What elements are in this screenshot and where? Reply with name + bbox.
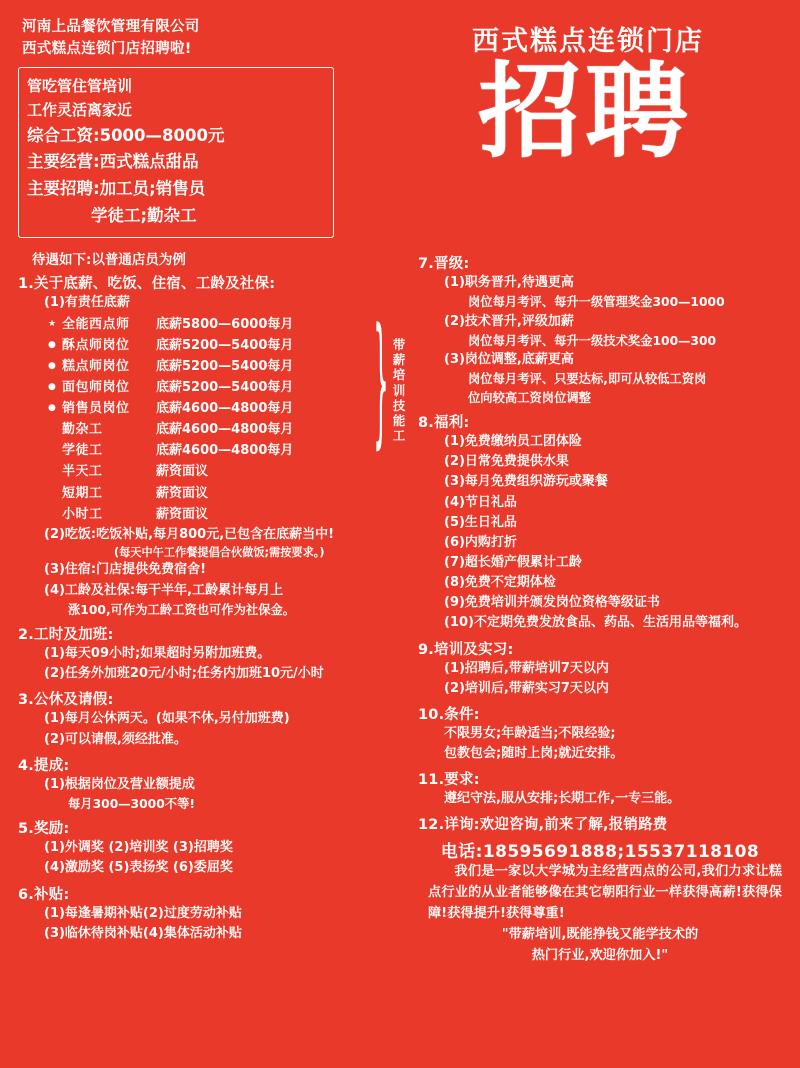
section-4-item-1: 每月300—3000不等!	[68, 796, 195, 811]
brace-label: 带薪培训技能工	[392, 336, 406, 444]
section-7-item-2-detail-1: 位向较高工资岗位调整	[468, 390, 591, 405]
section-8-item-9: (10)不定期免费发放食品、药品、生活用品等福利。	[444, 615, 747, 631]
job-title: 销售员岗位	[62, 401, 130, 417]
job-pay: 薪资面议	[156, 464, 209, 480]
section-8-item-2: (3)每月免费组织游玩或聚餐	[444, 474, 608, 490]
job-pay: 底薪4600—4800每月	[156, 401, 294, 417]
section-7-item-1: (2)技术晋升,评级加薪	[444, 313, 574, 329]
job-pay: 底薪5200—5400每月	[156, 359, 294, 375]
dot-icon: ●	[48, 361, 56, 372]
section-7-title: 7.晋级:	[418, 256, 470, 272]
star-icon: ★	[48, 319, 57, 330]
slogan-line-2: 热门行业,欢迎你加入!"	[531, 947, 669, 963]
section-11-title: 11.要求:	[418, 772, 480, 789]
company-name-line1: 河南上品餐饮管理有限公司	[22, 19, 200, 35]
section-8-item-3: (4)节日礼品	[444, 494, 517, 510]
section-6-title: 6.补贴:	[18, 886, 70, 903]
section-4-item-0: (1)根据岗位及营业额提成	[44, 776, 195, 792]
dot-icon: ●	[48, 340, 56, 351]
section-8-item-8: (9)免费培训并颁发岗位资格等级证书	[444, 595, 660, 611]
section-1-title: 1.关于底薪、吃饭、住宿、工龄及社保:	[18, 276, 276, 292]
section-9-item-0: (1)招聘后,带薪培训7天以内	[444, 660, 609, 676]
section-8-item-5: (6)内购打折	[444, 534, 517, 550]
section-10-item-0: 不限男女;年龄适当;不限经验;	[444, 725, 616, 741]
section-1-item-2: (2)吃饭:吃饭补贴,每月800元,已包含在底薪当中!	[44, 526, 335, 542]
job-title: 酥点师岗位	[62, 338, 130, 354]
job-row	[48, 419, 410, 440]
section-7-item-0: (1)职务晋升,待遇更高	[444, 275, 574, 290]
job-list	[18, 306, 410, 524]
section-8-item-6: (7)超长婚产假累计工龄	[444, 555, 582, 571]
job-pay: 底薪5800—6000每月	[156, 317, 294, 333]
section-8-item-4: (5)生日礼品	[444, 514, 517, 530]
poster-subtitle: 西式糕点连锁门店	[472, 26, 704, 57]
section-8-item-7: (8)免费不定期体检	[444, 575, 556, 591]
section-11-item-0: 遵纪守法,服从安排;长期工作,一专三能。	[444, 791, 681, 807]
curly-brace-icon: }	[373, 306, 389, 467]
section-3-item-1: (2)可以请假,须经批准。	[44, 731, 187, 747]
section-7-item-0-detail-0: 岗位每月考评、每升一级管理奖金300—1000	[468, 295, 725, 310]
job-title: 短期工	[62, 485, 103, 501]
job-title: 糕点师岗位	[62, 359, 130, 375]
section-5-item-1: (4)激励奖 (5)表扬奖 (6)委屈奖	[44, 860, 233, 876]
section-5-item-0: (1)外调奖 (2)培训奖 (3)招聘奖	[44, 840, 233, 856]
section-3-title: 3.公休及请假:	[18, 692, 114, 709]
job-pay: 底薪4600—4800每月	[156, 443, 294, 459]
section-3-item-0: (1)每月公休两天。(如果不休,另付加班费)	[44, 711, 290, 727]
section-2-title: 2.工时及加班:	[18, 627, 114, 644]
job-row	[48, 440, 410, 461]
section-10-item-1: 包教包会;随时上岗;就近安排。	[444, 746, 624, 761]
header-left-block	[18, 16, 388, 238]
highlight-item-4: 主要招聘:加工员;销售员	[27, 178, 206, 198]
dot-icon: ●	[48, 382, 56, 393]
company-name-line2: 西式糕点连锁门店招聘啦!	[22, 41, 192, 58]
lead-text: 待遇如下:以普通店员为例	[32, 252, 186, 268]
highlight-item-5: 学徒工;勤杂工	[91, 205, 197, 225]
job-title: 学徒工	[62, 443, 103, 459]
poster-header	[18, 16, 782, 246]
highlight-item-0: 管吃管住管培训	[27, 76, 133, 95]
section-12-title: 12.详询:欢迎咨询,前来了解,报销路费	[418, 817, 668, 834]
job-row	[48, 483, 410, 504]
poster-title: 招聘	[478, 52, 692, 173]
job-row	[48, 461, 410, 482]
section-6-item-1: (3)临休待岗补贴(4)集体活动补贴	[44, 925, 242, 941]
job-title: 全能西点师	[62, 317, 130, 333]
poster-body	[18, 248, 782, 967]
job-row	[48, 398, 410, 419]
section-2-item-1: (2)任务外加班20元/小时;任务内加班10元/小时	[44, 666, 324, 682]
job-title: 勤杂工	[62, 422, 103, 438]
section-9-item-1: (2)培训后,带薪实习7天以内	[444, 680, 609, 696]
section-8-title: 8.福利:	[418, 415, 470, 432]
section-7-item-2: (3)岗位调整,底薪更高	[444, 352, 574, 368]
highlight-item-2: 综合工资:5000—8000元	[27, 125, 225, 145]
section-8-item-0: (1)免费缴纳员工团体险	[444, 434, 582, 450]
left-column	[18, 248, 410, 967]
section-7-item-1-detail-0: 岗位每月考评、每升一级技术奖金100—300	[468, 333, 717, 348]
highlight-item-3: 主要经营:西式糕点甜品	[27, 152, 199, 172]
slogan-line-1: "带薪培训,既能挣钱又能学技术的	[501, 926, 699, 942]
highlight-item-1: 工作灵活离家近	[27, 101, 133, 120]
job-title: 小时工	[62, 506, 103, 522]
job-row	[48, 356, 410, 377]
section-1-item-1: (1)有责任底薪	[44, 295, 130, 310]
job-title: 半天工	[62, 464, 103, 480]
job-pay: 薪资面议	[156, 485, 209, 501]
section-9-title: 9.培训及实习:	[418, 641, 514, 658]
section-1-item-2-note: (每天中午工作餐提倡合伙做饭;需按要求。)	[114, 545, 325, 559]
section-1-item-4: (4)工龄及社保:每干半年,工龄累计每月上	[44, 582, 284, 598]
dot-icon: ●	[48, 403, 56, 414]
section-2-item-0: (1)每天09小时;如果超时另附加班费。	[44, 646, 271, 662]
section-1-item-4-cont: 涨100,可作为工龄工资也可作为社保金。	[68, 602, 296, 617]
section-8-item-1: (2)日常免费提供水果	[444, 454, 569, 470]
job-row	[48, 314, 410, 335]
section-7-item-2-detail-0: 岗位每月考评、只要达标,即可从较低工资岗	[468, 372, 707, 387]
section-6-item-0: (1)每逢暑期补贴(2)过度劳动补贴	[44, 905, 242, 921]
about-paragraph: 我们是一家以大学城为主经营西点的公司,我们力求让糕点行业的从业者能够像在其它朝阳行业一样获得高薪!获得保障!获得提升!获得尊重!	[428, 864, 782, 921]
job-pay: 底薪5200—5400每月	[156, 338, 294, 354]
contact-phone[interactable]: 电话:18595691888;15537118108	[440, 842, 760, 863]
job-pay: 薪资面议	[156, 506, 209, 522]
section-10-title: 10.条件:	[418, 706, 480, 723]
job-title: 面包师岗位	[62, 380, 130, 396]
job-row	[48, 504, 410, 525]
header-right-block	[388, 16, 782, 173]
section-1-item-3: (3)住宿:门店提供免费宿舍!	[44, 562, 207, 578]
section-5-title: 5.奖励:	[18, 821, 70, 838]
job-pay: 底薪5200—5400每月	[156, 380, 294, 396]
job-pay: 底薪4600—4800每月	[156, 422, 294, 438]
job-row	[48, 377, 410, 398]
right-column	[410, 248, 782, 967]
brace-annotation	[373, 306, 406, 467]
job-row	[48, 335, 410, 356]
highlights-box	[18, 67, 334, 238]
section-4-title: 4.提成:	[18, 757, 70, 774]
